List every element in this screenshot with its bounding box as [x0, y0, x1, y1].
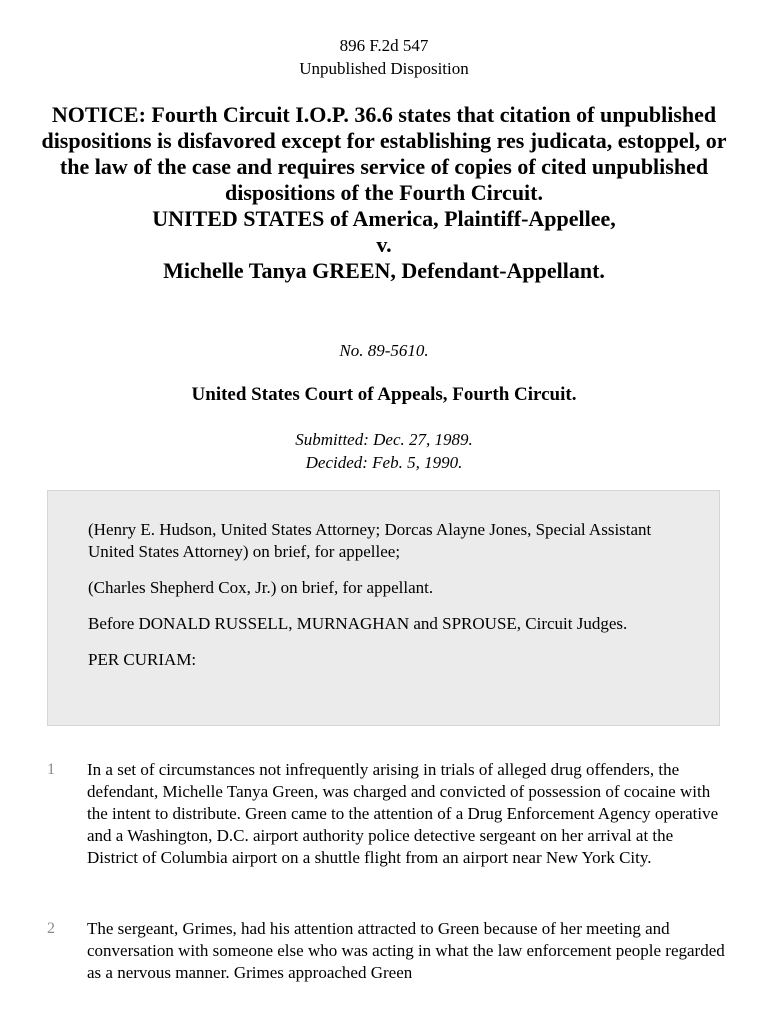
disposition-label: Unpublished Disposition: [299, 59, 469, 78]
paragraph-number: 2: [47, 920, 55, 937]
per-curiam-label: PER CURIAM:: [88, 650, 197, 669]
case-citation: 896 F.2d 547: [339, 36, 429, 55]
paragraph-number: 1: [47, 761, 55, 778]
judges-panel: Before DONALD RUSSELL, MURNAGHAN and SPROUSE, Circuit Judges.: [88, 614, 628, 633]
case-dates: [0, 428, 768, 474]
counsel-appellant: (Charles Shepherd Cox, Jr.) on brief, for appellant.: [88, 578, 434, 597]
case-citation-header: [0, 34, 768, 80]
counsel-appellee: (Henry E. Hudson, United States Attorney; Dorcas Alayne Jones, Special Assistant United States Attorney) on brief, for appellee;: [88, 520, 652, 561]
versus-label: v.: [376, 232, 392, 257]
plaintiff-party: UNITED STATES of America, Plaintiff-Appellee,: [152, 206, 616, 231]
court-name: United States Court of Appeals, Fourth Circuit.: [191, 384, 577, 405]
decided-date: Decided: Feb. 5, 1990.: [305, 453, 463, 472]
counsel-panel: [47, 490, 720, 726]
paragraph-text: In a set of circumstances not infrequently arising in trials of alleged drug offenders, the defendant, Michelle Tanya Green, was charged and convicted of possession of cocaine with the intent to distribute. Green came to the attention of a Drug Enforcement Agency operative and a Washington, D.C. airport authority police detective sergeant on her arrival at the District of Columbia airport on a shuttle flight from an airport near New York City.: [87, 760, 719, 867]
submitted-date: Submitted: Dec. 27, 1989.: [295, 430, 473, 449]
case-title-block: [40, 102, 728, 284]
notice-text: NOTICE: Fourth Circuit I.O.P. 36.6 states that citation of unpublished dispositions is disfavored except for establishing res judicata, estoppel, or the law of the case and requires service of copies of cited unpublished dispositions of the Fourth Circuit.: [41, 102, 727, 205]
defendant-party: Michelle Tanya GREEN, Defendant-Appellant.: [163, 258, 605, 283]
paragraph-text: The sergeant, Grimes, had his attention attracted to Green because of her meeting and conversation with someone else who was acting in what the law enforcement people regarded as a nervous manner. Grimes approached Green: [87, 919, 725, 982]
docket-number: No. 89-5610.: [339, 341, 429, 360]
